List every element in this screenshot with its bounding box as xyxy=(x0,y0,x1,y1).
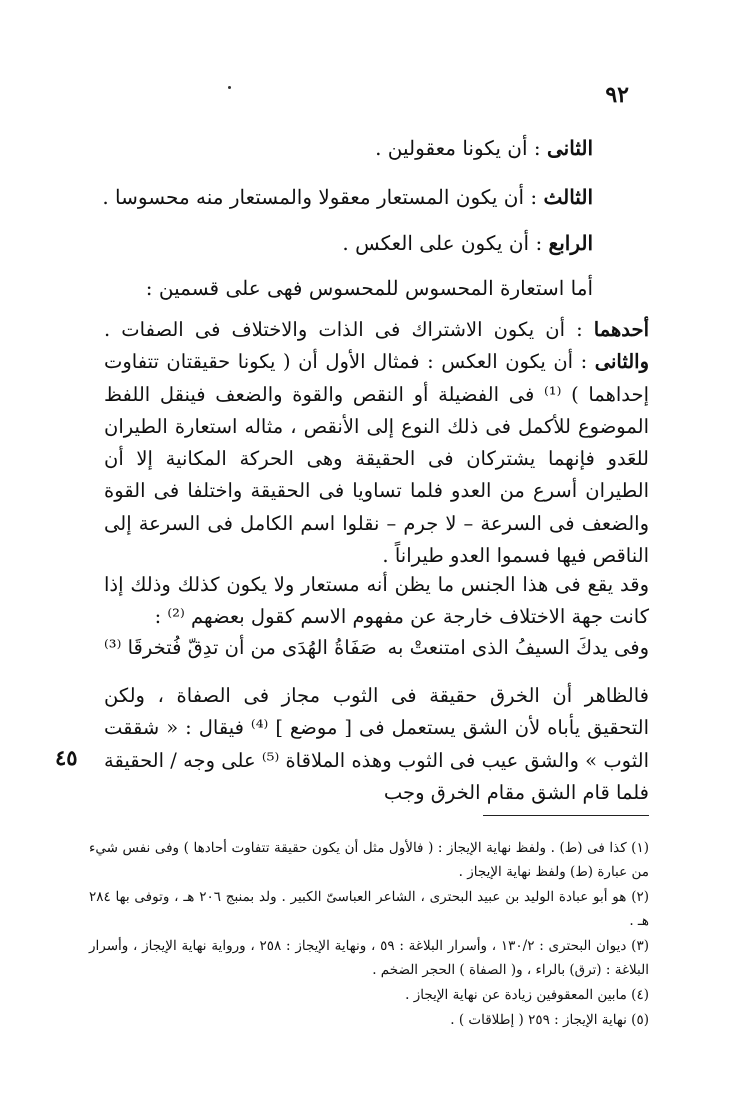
paragraph-lead: أحدهما xyxy=(593,318,650,341)
type-line-third xyxy=(102,185,593,209)
margin-folio-number: ٤٥ xyxy=(55,745,78,770)
type-label: الثانى xyxy=(546,136,593,160)
type-line-fourth xyxy=(342,231,593,255)
paragraph-second-label: والثانى xyxy=(594,350,650,374)
paragraph-text: : أن يكون الاشتراك فى الذات والاختلاف فى الصفات . xyxy=(104,318,583,341)
page-speck xyxy=(228,86,231,89)
type-label: الرابع xyxy=(548,231,593,255)
paragraph-one xyxy=(104,314,649,572)
paragraph-two: وقد يقع فى هذا الجنس ما يظن أنه مستعار ولا يكون كذلك وذلك إذا كانت جهة الاختلاف خارجة عن مفهوم الاسم كقول بعضهم ⁽²⁾ : xyxy=(104,573,649,629)
intro-line: أما استعارة المحسوس للمحسوس فهى على قسمين : xyxy=(145,276,593,300)
page-number: ٩٢ xyxy=(605,82,629,108)
type-label: الثالث xyxy=(543,185,593,209)
type-text: : أن يكون المستعار معقولا والمستعار منه محسوسا . xyxy=(102,185,538,209)
verse-second-hemistich: صَفَاةُ الهُدَى من أن تدِقّ فُتخرقَا ⁽³⁾ xyxy=(104,636,377,659)
footnote-3: (٣) ديوان البحترى : ١٣٠/٢ ، وأسرار البلاغة : ٥٩ ، ونهاية الإيجاز : ٢٥٨ ، ورواية نهاية الإيجاز ، وأسرار البلاغة : (ترق) بالراء ، و( الصفاة ) الحجر الضخم . xyxy=(89,938,649,978)
type-line-second xyxy=(375,136,593,160)
footnote-4: (٤) مابين المعقوفين زيادة عن نهاية الإيجاز . xyxy=(405,987,649,1003)
poetry-verse xyxy=(104,636,649,659)
footnote-5: (٥) نهاية الإيجاز : ٢٥٩ ( إطلاقات ) . xyxy=(450,1012,649,1028)
footnote-divider xyxy=(483,815,649,816)
verse-first-hemistich: وفى يدكَ السيفُ الذى امتنعتْ به xyxy=(387,636,649,659)
paragraph-three: فالظاهر أن الخرق حقيقة فى الثوب مجاز فى الصفاة ، ولكن التحقيق يأباه لأن الشق يستعمل فى [ موضع ] ⁽⁴⁾ فيقال : « شققت الثوب » والشق عيب فى الثوب وهذه الملاقاة ⁽⁵⁾ على وجه / الحقيقة فلما قام الشق مقام الخرق وجب xyxy=(104,684,650,804)
footnote-2: (٢) هو أبو عبادة الوليد بن عبيد البحترى ، الشاعر العباسىّ الكبير . ولد بمنبج ٢٠٦ هـ ، وتوفى بها ٢٨٤ هـ . xyxy=(89,889,650,929)
type-text: : أن يكونا معقولين . xyxy=(375,136,541,160)
paragraph-rest: : أن يكون العكس : فمثال الأول أن ( يكونا حقيقتان تتفاوت إحداهما ) ⁽¹⁾ فى الفضيلة أو النقص والقوة والضعف فينقل اللفظ الموضوع للأكمل فى ذلك النوع إلى الأنقص ، مثاله استعارة الطيران للعَدو فإنهما يشتركان فى الحقيقة وهى الحركة المكانية إلا أن الطيران أسرع من العدو فلما تساويا فى الحقيقة واختلفا فى القوة والضعف فى السرعة – لا جرم – نقلوا اسم الكامل فى السرعة إلى الناقص فيها فسموا العدو طيراناً . xyxy=(104,350,649,568)
type-text: : أن يكون على العكس . xyxy=(342,231,543,255)
footnote-1: (١) كذا فى (ط) . ولفظ نهاية الإيجاز : ( فالأول مثل أن يكون حقيقة تتفاوت أحادها ) وفى نفس شيء من عبارة (ط) ولفظ نهاية الإيجاز . xyxy=(89,840,649,880)
